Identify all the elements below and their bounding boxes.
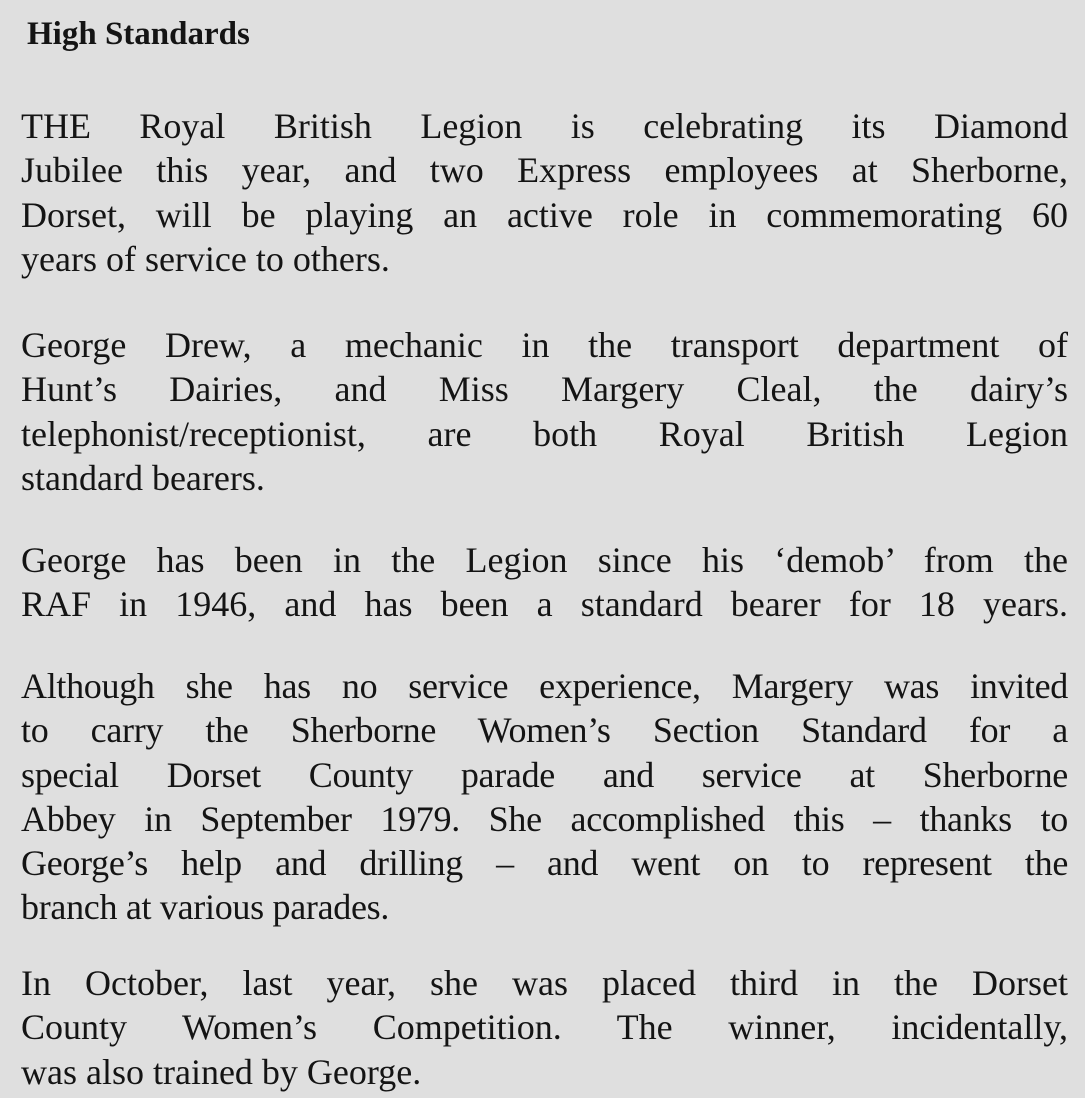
- text-line: years of service to others.: [21, 238, 390, 279]
- text-line: telephonist/receptionist, are both Royal British Legion: [21, 413, 1068, 454]
- article-title: High Standards: [27, 16, 250, 52]
- text-line: George has been in the Legion since his ‘demob’ from the: [21, 540, 1068, 580]
- paragraph-intro: [21, 104, 1068, 281]
- text-line: George Drew, a mechanic in the transport department of: [21, 325, 1068, 365]
- text-line: George’s help and drilling – and went on to represent the: [21, 843, 1068, 884]
- text-line: special Dorset County parade and service at Sherborne: [21, 754, 1068, 795]
- text-line: Jubilee this year, and two Express employees at Sherborne,: [21, 150, 1068, 191]
- paragraph-margery-history: [21, 664, 1068, 930]
- paragraph-george-history: [21, 538, 1068, 627]
- paragraph-competition: [21, 961, 1068, 1094]
- text-line: County Women’s Competition. The winner, incidentally,: [21, 1007, 1068, 1048]
- text-line: Abbey in September 1979. She accomplished this – thanks to: [21, 798, 1068, 839]
- text-line: RAF in 1946, and has been a standard bearer for 18 years.: [21, 584, 1068, 625]
- text-line: was also trained by George.: [21, 1051, 422, 1092]
- text-line: standard bearers.: [21, 457, 265, 498]
- text-line: Dorset, will be playing an active role in commemorating 60: [21, 194, 1068, 235]
- text-line: Although she has no service experience, Margery was invited: [21, 666, 1068, 706]
- text-line: to carry the Sherborne Women’s Section Standard for a: [21, 710, 1068, 751]
- paragraph-standard-bearers: [21, 323, 1068, 500]
- text-line: Hunt’s Dairies, and Miss Margery Cleal, the dairy’s: [21, 369, 1068, 410]
- text-line: branch at various parades.: [21, 887, 390, 928]
- text-line: THE Royal British Legion is celebrating its Diamond: [21, 106, 1068, 146]
- text-line: In October, last year, she was placed third in the Dorset: [21, 963, 1068, 1003]
